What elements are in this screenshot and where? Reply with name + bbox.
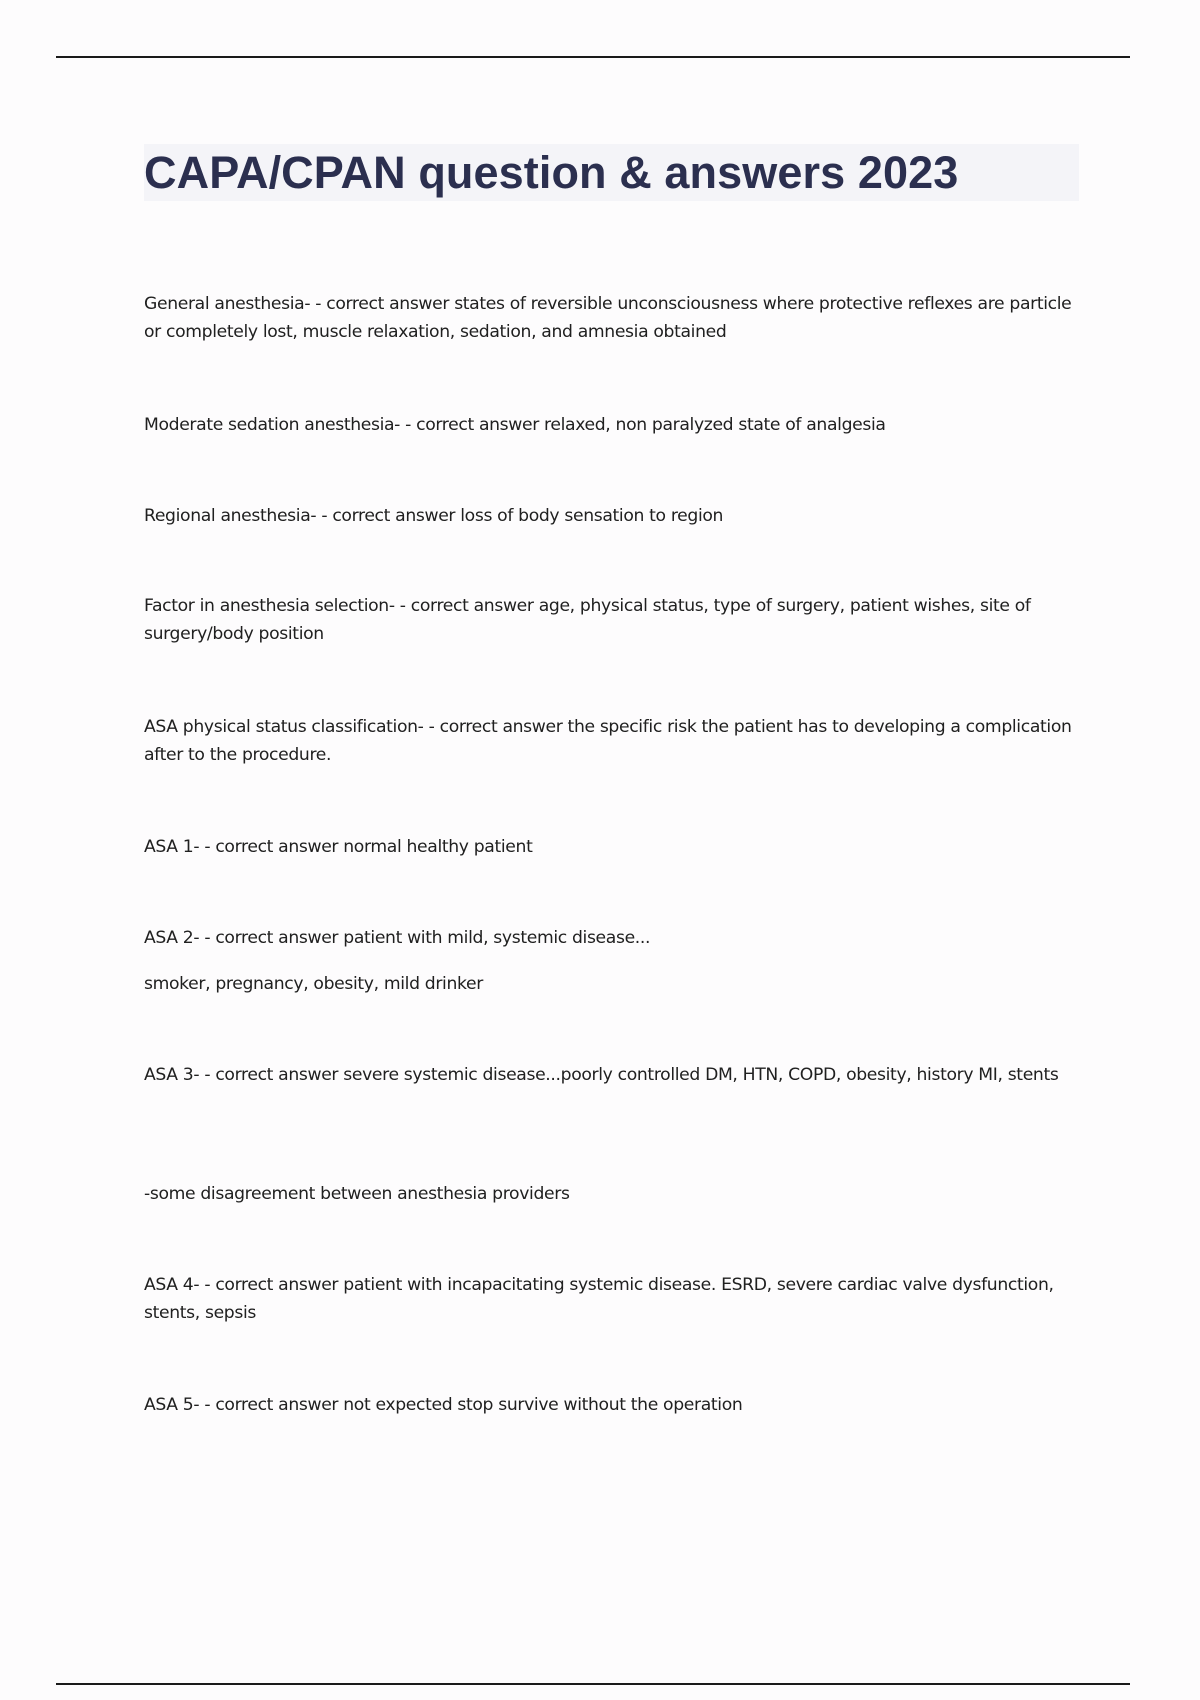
qa-entry-asa-5: ASA 5- - correct answer not expected stop survive without the operation [144, 1395, 743, 1415]
header-rule [56, 56, 1130, 58]
qa-entry-anesthesia-selection: Factor in anesthesia selection- - correct answer age, physical status, type of surgery, patient wishes, site of surgery/body position [144, 596, 1031, 644]
qa-entry-general-anesthesia: General anesthesia- - correct answer states of reversible unconsciousness where protective reflexes are particle or completely lost, muscle relaxation, sedation, and amnesia obtained [144, 294, 1072, 342]
qa-entry-moderate-sedation: Moderate sedation anesthesia- - correct answer relaxed, non paralyzed state of analgesia [144, 415, 886, 435]
qa-entry-asa-classification: ASA physical status classification- - correct answer the specific risk the patient has to developing a complication after to the procedure. [144, 717, 1072, 765]
qa-entry-asa-2: ASA 2- - correct answer patient with mild, systemic disease... [144, 928, 651, 948]
document-title: CAPA/CPAN question & answers 2023 [144, 147, 959, 198]
footer-rule [56, 1683, 1130, 1685]
qa-entry-asa-3: ASA 3- - correct answer severe systemic disease...poorly controlled DM, HTN, COPD, obesity, history MI, stents [144, 1065, 1059, 1085]
qa-entry-asa-2-examples: smoker, pregnancy, obesity, mild drinker [144, 974, 483, 994]
qa-entry-regional-anesthesia: Regional anesthesia- - correct answer loss of body sensation to region [144, 506, 724, 526]
qa-entry-asa-3-note: -some disagreement between anesthesia providers [144, 1184, 570, 1204]
qa-entry-asa-1: ASA 1- - correct answer normal healthy patient [144, 837, 533, 857]
qa-entry-asa-4: ASA 4- - correct answer patient with incapacitating systemic disease. ESRD, severe cardiac valve dysfunction, stents, sepsis [144, 1275, 1054, 1323]
